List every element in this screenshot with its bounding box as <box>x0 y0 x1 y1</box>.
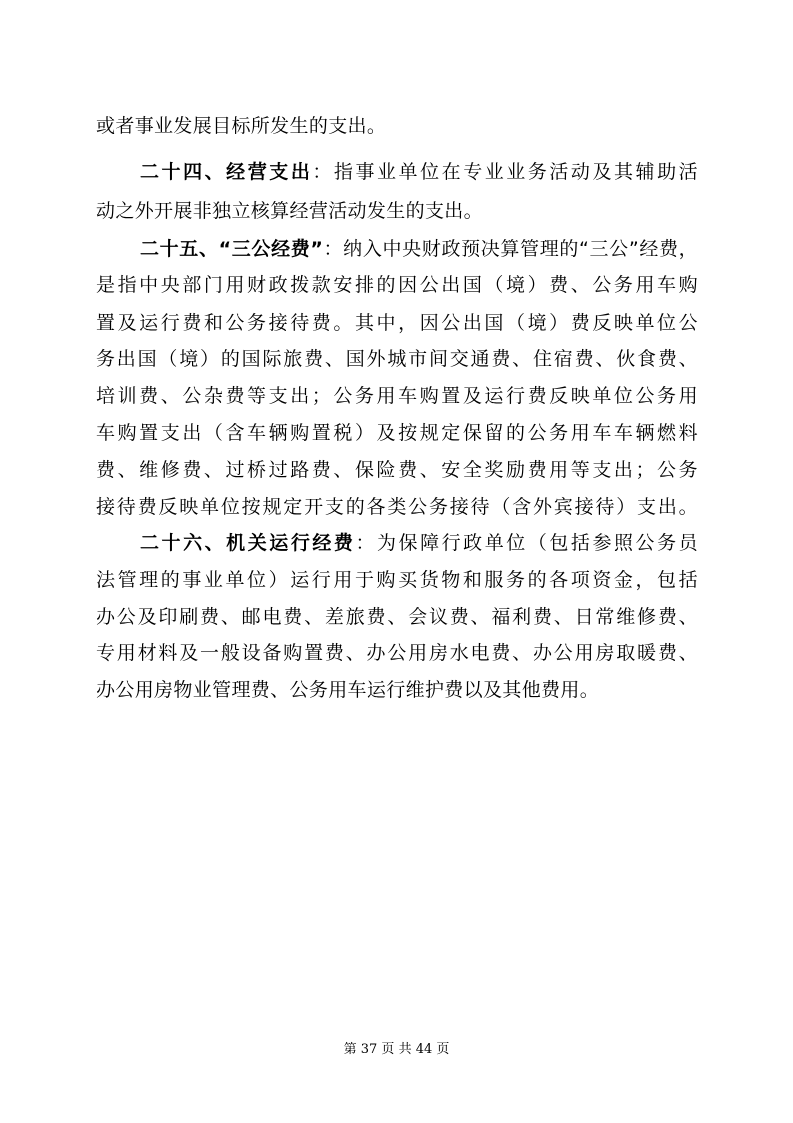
body-text: 务出国（境）的国际旅费、国外城市间交通费、住宿费、伙食费、 <box>96 348 698 370</box>
body-text: ：指事业单位在专业业务活动及其辅助活 <box>312 161 698 183</box>
body-text: 费、维修费、过桥过路费、保险费、安全奖励费用等支出；公务 <box>96 459 698 481</box>
paragraph-2-line-2 <box>96 308 698 338</box>
paragraph-2-line-5 <box>96 418 698 448</box>
body-text: 动之外开展非独立核算经营活动发生的支出。 <box>96 200 484 222</box>
section-heading: 二十六、机关运行经费 <box>140 532 356 554</box>
paragraph-2-line-4 <box>96 381 698 411</box>
body-text: ：纳入中央财政预决算管理的“三公”经费， <box>323 238 698 260</box>
paragraph-3-line-4 <box>96 675 698 705</box>
section-heading: 二十五、“三公经费” <box>140 238 324 260</box>
paragraph-1-line-1 <box>96 196 698 226</box>
body-text: 接待费反映单位按规定开支的各类公务接待（含外宾接待）支出。 <box>96 496 698 518</box>
body-text: ：为保障行政单位（包括参照公务员 <box>355 532 698 554</box>
body-text: 或者事业发展目标所发生的支出。 <box>96 115 387 137</box>
page-number-footer: 第 37 页 共 44 页 <box>343 1042 450 1057</box>
paragraph-2-line-6 <box>96 455 698 485</box>
body-text: 培训费、公杂费等支出；公务用车购置及运行费反映单位公务用 <box>96 385 698 407</box>
section-heading: 二十四、经营支出 <box>140 161 313 183</box>
body-text: 专用材料及一般设备购置费、办公用房水电费、办公用房取暖费、 <box>96 642 698 664</box>
paragraph-2-line-3 <box>96 344 698 374</box>
body-text: 办公及印刷费、邮电费、差旅费、会议费、福利费、日常维修费、 <box>96 606 698 628</box>
paragraph-3-line-1 <box>96 565 698 595</box>
paragraph-0-line-0 <box>96 111 698 141</box>
paragraph-3-line-0 <box>140 528 698 558</box>
paragraph-2-line-0 <box>140 234 698 264</box>
body-text: 车购置支出（含车辆购置税）及按规定保留的公务用车车辆燃料 <box>96 422 698 444</box>
body-text: 置及运行费和公务接待费。其中，因公出国（境）费反映单位公 <box>96 312 698 334</box>
paragraph-3-line-2 <box>96 602 698 632</box>
paragraph-2-line-1 <box>96 270 698 300</box>
body-text: 是指中央部门用财政拨款安排的因公出国（境）费、公务用车购 <box>96 274 698 296</box>
body-text: 法管理的事业单位）运行用于购买货物和服务的各项资金，包括 <box>96 569 698 591</box>
paragraph-1-line-0 <box>140 157 698 187</box>
paragraph-2-line-7 <box>96 492 698 522</box>
body-text: 办公用房物业管理费、公务用车运行维护费以及其他费用。 <box>96 679 600 701</box>
paragraph-3-line-3 <box>96 638 698 668</box>
